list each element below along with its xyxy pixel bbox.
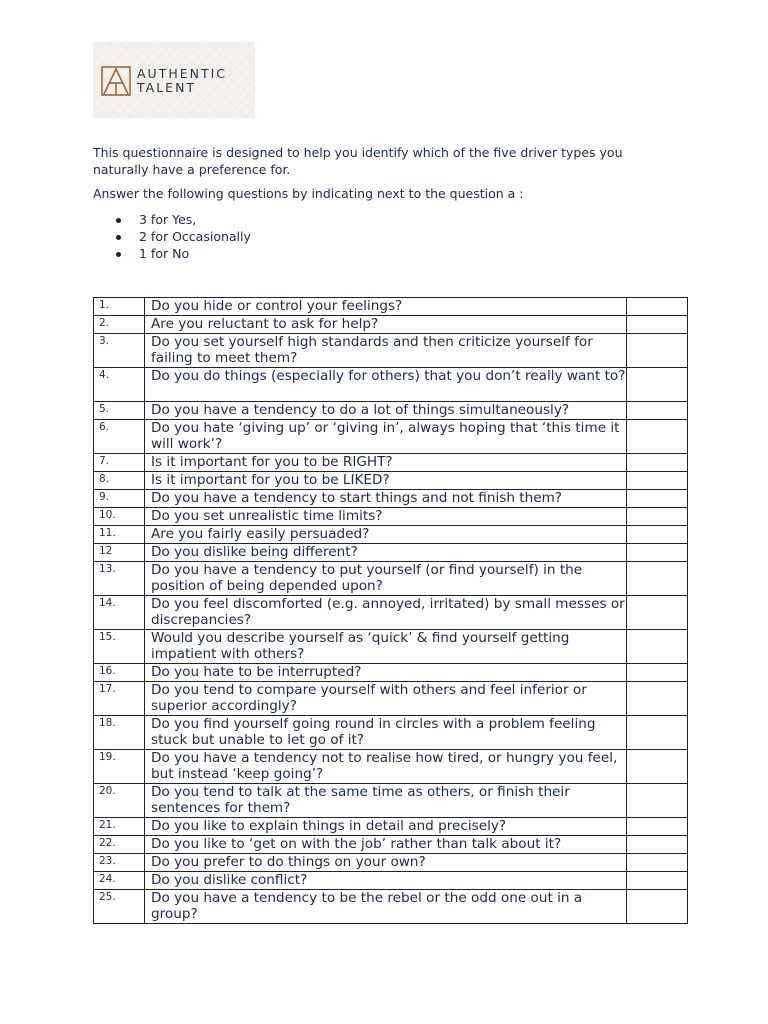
question-text: Do you feel discomforted (e.g. annoyed, irritated) by small messes or discrepancies? [145,596,627,630]
question-number: 12 [94,544,145,562]
question-text: Do you have a tendency not to realise how tired, or hungry you feel, but instead ‘keep going’? [145,750,627,784]
bullet-dot [116,218,121,223]
question-number: 14. [94,596,145,630]
answer-cell[interactable] [627,420,688,454]
question-row [94,664,688,682]
logo-text [137,67,227,95]
question-row [94,526,688,544]
question-row [94,368,688,402]
answer-cell[interactable] [627,630,688,664]
question-number: 23. [94,854,145,872]
answer-cell[interactable] [627,750,688,784]
logo-line-2: TALENT [137,80,197,95]
rating-scale-item [116,229,251,246]
answer-cell[interactable] [627,298,688,316]
answer-cell[interactable] [627,526,688,544]
question-text: Do you find yourself going round in circles with a problem feeling stuck but unable to let go of it? [145,716,627,750]
question-text: Do you dislike being different? [145,544,627,562]
question-text: Are you reluctant to ask for help? [145,316,627,334]
question-row [94,472,688,490]
question-number: 20. [94,784,145,818]
answer-cell[interactable] [627,890,688,924]
answer-cell[interactable] [627,682,688,716]
answer-cell[interactable] [627,784,688,818]
question-number: 9. [94,490,145,508]
answer-cell[interactable] [627,872,688,890]
question-number: 22. [94,836,145,854]
answer-cell[interactable] [627,368,688,402]
question-text: Do you hate ‘giving up’ or ‘giving in’, always hoping that ‘this time it will work’? [145,420,627,454]
question-row [94,872,688,890]
question-number: 13. [94,562,145,596]
question-row [94,298,688,316]
question-number: 21. [94,818,145,836]
question-text: Do you set unrealistic time limits? [145,508,627,526]
question-text: Do you have a tendency to put yourself (or find yourself) in the position of being depended upon? [145,562,627,596]
question-number: 25. [94,890,145,924]
question-number: 19. [94,750,145,784]
question-text: Do you have a tendency to do a lot of things simultaneously? [145,402,627,420]
rating-label: 3 for Yes, [139,212,197,227]
question-number: 18. [94,716,145,750]
question-row [94,334,688,368]
question-text: Do you like to ‘get on with the job’ rather than talk about it? [145,836,627,854]
question-text: Is it important for you to be LIKED? [145,472,627,490]
question-number: 8. [94,472,145,490]
instruction-text: Answer the following questions by indicating next to the question a : [93,186,524,201]
answer-cell[interactable] [627,664,688,682]
question-number: 2. [94,316,145,334]
question-row [94,630,688,664]
answer-cell[interactable] [627,596,688,630]
question-text: Do you prefer to do things on your own? [145,854,627,872]
question-row [94,854,688,872]
question-row [94,316,688,334]
question-number: 6. [94,420,145,454]
answer-cell[interactable] [627,544,688,562]
question-text: Do you dislike conflict? [145,872,627,890]
answer-cell[interactable] [627,490,688,508]
answer-cell[interactable] [627,508,688,526]
answer-cell[interactable] [627,472,688,490]
answer-cell[interactable] [627,334,688,368]
question-row [94,682,688,716]
question-row [94,750,688,784]
question-number: 24. [94,872,145,890]
bullet-dot [116,235,121,240]
question-number: 3. [94,334,145,368]
question-row [94,420,688,454]
logo-mark-icon [101,66,131,96]
question-row [94,454,688,472]
question-row [94,596,688,630]
question-row [94,402,688,420]
question-number: 15. [94,630,145,664]
question-number: 17. [94,682,145,716]
question-text: Would you describe yourself as ‘quick’ & find yourself getting impatient with others? [145,630,627,664]
question-number: 11. [94,526,145,544]
rating-scale-item [116,246,251,263]
intro-text: This questionnaire is designed to help you identify which of the five driver types you naturally have a preference for. [93,145,623,177]
question-text: Is it important for you to be RIGHT? [145,454,627,472]
question-text: Do you have a tendency to start things and not finish them? [145,490,627,508]
question-number: 1. [94,298,145,316]
question-text: Are you fairly easily persuaded? [145,526,627,544]
question-number: 16. [94,664,145,682]
question-number: 4. [94,368,145,402]
question-text: Do you tend to compare yourself with others and feel inferior or superior accordingly? [145,682,627,716]
company-logo [93,42,255,118]
question-number: 5. [94,402,145,420]
question-text: Do you hate to be interrupted? [145,664,627,682]
logo-line-1: AUTHENTIC [137,66,228,81]
question-row [94,890,688,924]
question-row [94,836,688,854]
question-row [94,818,688,836]
question-row [94,544,688,562]
question-text: Do you have a tendency to be the rebel or the odd one out in a group? [145,890,627,924]
question-text: Do you hide or control your feelings? [145,298,627,316]
question-text: Do you like to explain things in detail and precisely? [145,818,627,836]
questionnaire-table [93,297,688,924]
question-number: 7. [94,454,145,472]
answer-cell[interactable] [627,562,688,596]
answer-cell[interactable] [627,818,688,836]
question-number: 10. [94,508,145,526]
answer-cell[interactable] [627,402,688,420]
rating-label: 2 for Occasionally [139,228,251,244]
question-text: Do you set yourself high standards and then criticize yourself for failing to meet them? [145,334,627,368]
answer-cell[interactable] [627,316,688,334]
rating-scale-item [116,212,251,229]
answer-cell[interactable] [627,454,688,472]
question-row [94,716,688,750]
question-row [94,562,688,596]
question-text: Do you do things (especially for others) that you don’t really want to? [145,368,627,402]
answer-cell[interactable] [627,836,688,854]
intro-paragraph [93,145,653,178]
question-row [94,784,688,818]
question-text: Do you tend to talk at the same time as others, or finish their sentences for them? [145,784,627,818]
rating-label: 1 for No [139,245,190,261]
question-row [94,490,688,508]
question-row [94,508,688,526]
answer-cell[interactable] [627,716,688,750]
bullet-dot [116,252,121,257]
answer-cell[interactable] [627,854,688,872]
rating-scale-list [116,212,251,262]
